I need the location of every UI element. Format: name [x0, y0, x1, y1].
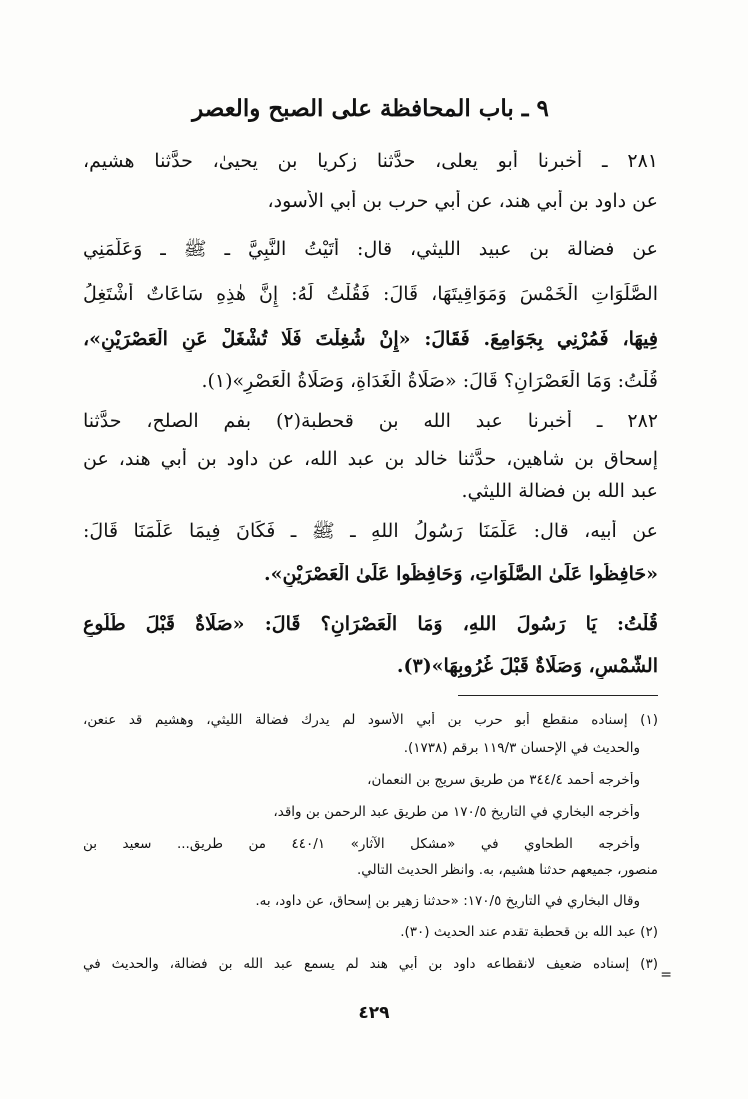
footnote-line: والحديث في الإحسان ١١٩/٣ برقم (١٧٣٨). — [403, 740, 640, 756]
body-line: عن فضالة بن عبيد الليثي، قال: أَتَيْتُ النَّبِيَّ ـ ﷺ ـ وَعَلَّمَنِي — [83, 238, 658, 260]
body-line: «حَافِظُوا عَلَىٰ الصَّلَوَاتِ، وَحَافِظُوا عَلَىٰ الْعَصْرَيْنِ». — [263, 563, 658, 585]
chapter-title: ٩ ـ باب المحافظة على الصبح والعصر — [192, 95, 549, 122]
body-line: عن داود بن أبي هند، عن أبي حرب بن أبي الأسود، — [267, 190, 658, 212]
footnote-line: (١) إسناده منقطع أبو حرب بن أبي الأسود لم يدرك فضالة الليثي، وهشيم قد عنعن، — [83, 712, 658, 728]
body-line: إسحاق بن شاهين، حدَّثنا خالد بن عبد الله، عن داود بن أبي هند، عن — [83, 448, 658, 470]
body-line: عن أبيه، قال: عَلَّمَنَا رَسُولُ اللهِ ـ ﷺ ـ فَكَانَ فِيمَا عَلَّمَنَا قَالَ: — [83, 520, 658, 542]
footnote-line: وأخرجه الطحاوي في «مشكل الآثار» ٤٤٠/١ من طريق... سعيد بن — [83, 836, 640, 852]
body-line: ٢٨١ ـ أخبرنا أبو يعلى، حدَّثنا زكريا بن يحيىٰ، حدَّثنا هشيم، — [83, 150, 658, 172]
body-line: عبد الله بن فضالة الليثي. — [461, 480, 658, 502]
footnote-line: وأخرجه أحمد ٣٤٤/٤ من طريق سريج بن النعمان، — [367, 772, 640, 788]
footnote-line: وقال البخاري في التاريخ ١٧٠/٥: «حدثنا زهير بن إسحاق، عن داود، به. — [255, 893, 640, 909]
body-line: قُلْتُ: وَمَا الْعَصْرَانِ؟ قَالَ: «صَلَاةُ الْغَدَاةِ، وَصَلَاةُ الْعَصْرِ»(١). — [201, 370, 658, 392]
footnote-separator — [458, 695, 658, 696]
footnote-line: (٣) إسناده ضعيف لانقطاعه داود بن أبي هند لم يسمع عبد الله بن فضالة، والحديث في — [83, 956, 658, 972]
body-line: الصَّلَوَاتِ الْخَمْسَ وَمَوَاقِيتَهَا، قَالَ: فَقُلْتُ لَهُ: إِنَّ هٰذِهِ سَاعَاتٌ أَشْتَغِلُ — [83, 283, 658, 305]
body-line: الشَّمْسِ، وَصَلَاةٌ قَبْلَ غُرُوبِهَا»(٣). — [396, 655, 658, 677]
body-line: فِيهَا، فَمُرْنِي بِجَوَامِعَ. فَقَالَ: «إِنْ شُغِلْتَ فَلَا تُشْغَلْ عَنِ الْعَصْرَيْنِ»، — [83, 328, 658, 350]
body-line: ٢٨٢ ـ أخبرنا عبد الله بن قحطبة(٢) بفم الصلح، حدَّثنا — [83, 410, 658, 432]
continuation-mark: = — [660, 967, 672, 983]
page-number: ٤٢٩ — [358, 1003, 390, 1023]
body-line: قُلْتُ: يَا رَسُولَ اللهِ، وَمَا الْعَصْرَانِ؟ قَالَ: «صَلَاةٌ قَبْلَ طُلُوعِ — [83, 613, 658, 635]
footnote-line: منصور، جميعهم حدثنا هشيم، به. وانظر الحديث التالي. — [356, 862, 658, 878]
footnote-line: وأخرجه البخاري في التاريخ ١٧٠/٥ من طريق عبد الرحمن بن واقد، — [273, 804, 640, 820]
footnote-line: (٢) عبد الله بن قحطبة تقدم عند الحديث (٣٠). — [400, 924, 658, 940]
